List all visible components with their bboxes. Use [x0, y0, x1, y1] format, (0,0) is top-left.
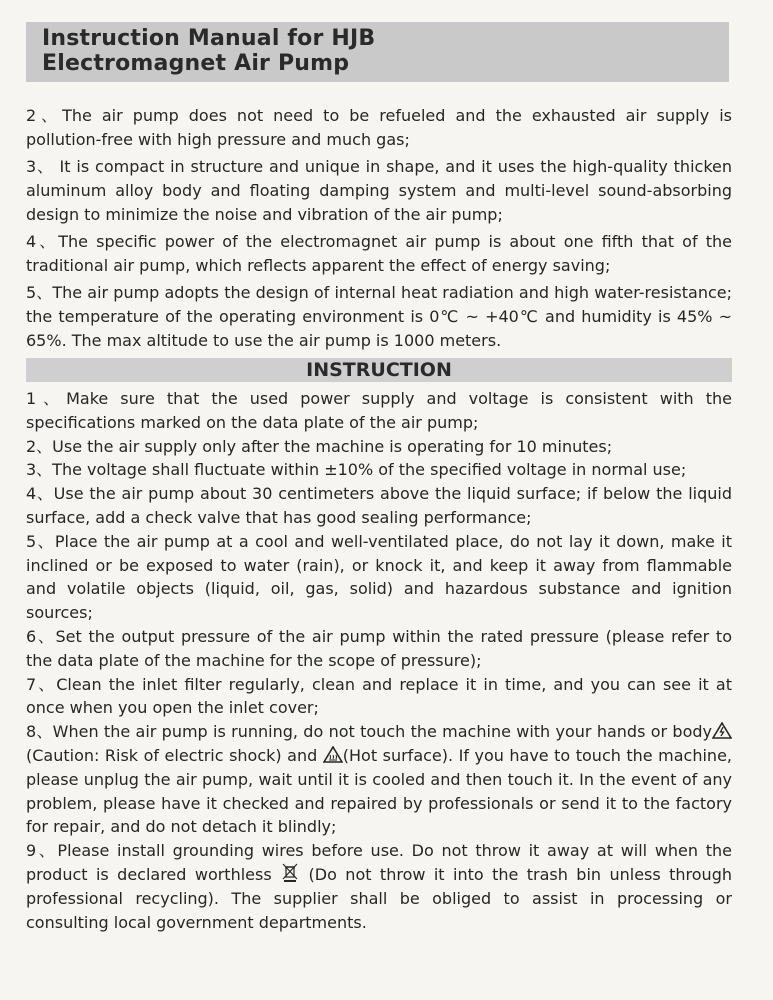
page-title-line-1: Instruction Manual for HJB — [42, 26, 376, 51]
instruction-item-8 — [26, 720, 732, 839]
electric-shock-warning-icon — [712, 722, 732, 739]
item9-text-part2: (Do not throw it into the trash bin unless through professional recycling). The supplier shall be obliged to assist in processing or consulting local government departments. — [26, 864, 732, 932]
feature-paragraph: 3、 It is compact in structure and unique in shape, and it uses the high-quality thicken aluminum alloy body and floating damping system and multi-level sound-absorbing design to minimize the noise and vibration of the air pump; — [26, 157, 732, 224]
instruction-item: 6、Set the output pressure of the air pump within the rated pressure (please refer to the data plate of the machine for the scope of pressure); — [26, 626, 732, 670]
instruction-item: 3、The voltage shall fluctuate within ±10% of the specified voltage in normal use; — [26, 460, 687, 480]
instruction-list — [26, 387, 732, 934]
instruction-item: 4、Use the air pump about 30 centimeters above the liquid surface; if below the liquid surface, add a check valve that has good sealing performance; — [26, 484, 732, 527]
instruction-item: 7、Clean the inlet filter regularly, clean and replace it in time, and you can see it at once when you open the inlet cover; — [26, 674, 732, 718]
manual-body — [26, 104, 732, 934]
instruction-item: 2、Use the air supply only after the machine is operating for 10 minutes; — [26, 436, 613, 456]
page-title-line-2: Electromagnet Air Pump — [42, 51, 350, 76]
feature-paragraph: 2、The air pump does not need to be refueled and the exhausted air supply is pollution-free with high pressure and much gas; — [26, 106, 732, 149]
item8-text-part2: (Caution: Risk of electric shock) and — [26, 745, 323, 765]
instruction-item: 1、Make sure that the used power supply and voltage is consistent with the specifications marked on the data plate of the air pump; — [26, 389, 733, 432]
instruction-heading: INSTRUCTION — [26, 358, 732, 382]
feature-paragraph: 5、The air pump adopts the design of internal heat radiation and high water-resistance; the temperature of the operating environment is 0℃ ~ +40℃ and humidity is 45% ~ 65%. The max altitude to use the air pump is 1000 meters. — [26, 283, 732, 350]
hot-surface-warning-icon — [323, 746, 343, 763]
item8-text-part1: 8、When the air pump is running, do not touch the machine with your hands or body — [26, 722, 713, 742]
instruction-item-9 — [26, 839, 732, 934]
crossed-out-bin-icon — [282, 863, 298, 883]
item8-text-part3: (Hot surface). If you have to touch the machine, please unplug the air pump, wait until it is cooled and then touch it. In the event of any problem, please have it checked and repaired by professionals or send it to the factory for repair, and do not detach it blindly; — [26, 745, 733, 837]
feature-paragraph: 4、The specific power of the electromagnet air pump is about one fifth that of the traditional air pump, which reflects apparent the effect of energy saving; — [26, 232, 732, 275]
instruction-item: 5、Place the air pump at a cool and well-ventilated place, do not lay it down, make it inclined or be exposed to water (rain), or knock it, and keep it away from flammable and volatile objects (liquid, oil, gas, solid) and hazardous substance and ignition sources; — [26, 531, 732, 623]
item9-text-part1: 9、Please install grounding wires before use. Do not throw it away at will when the product is declared worthless — [26, 841, 732, 884]
